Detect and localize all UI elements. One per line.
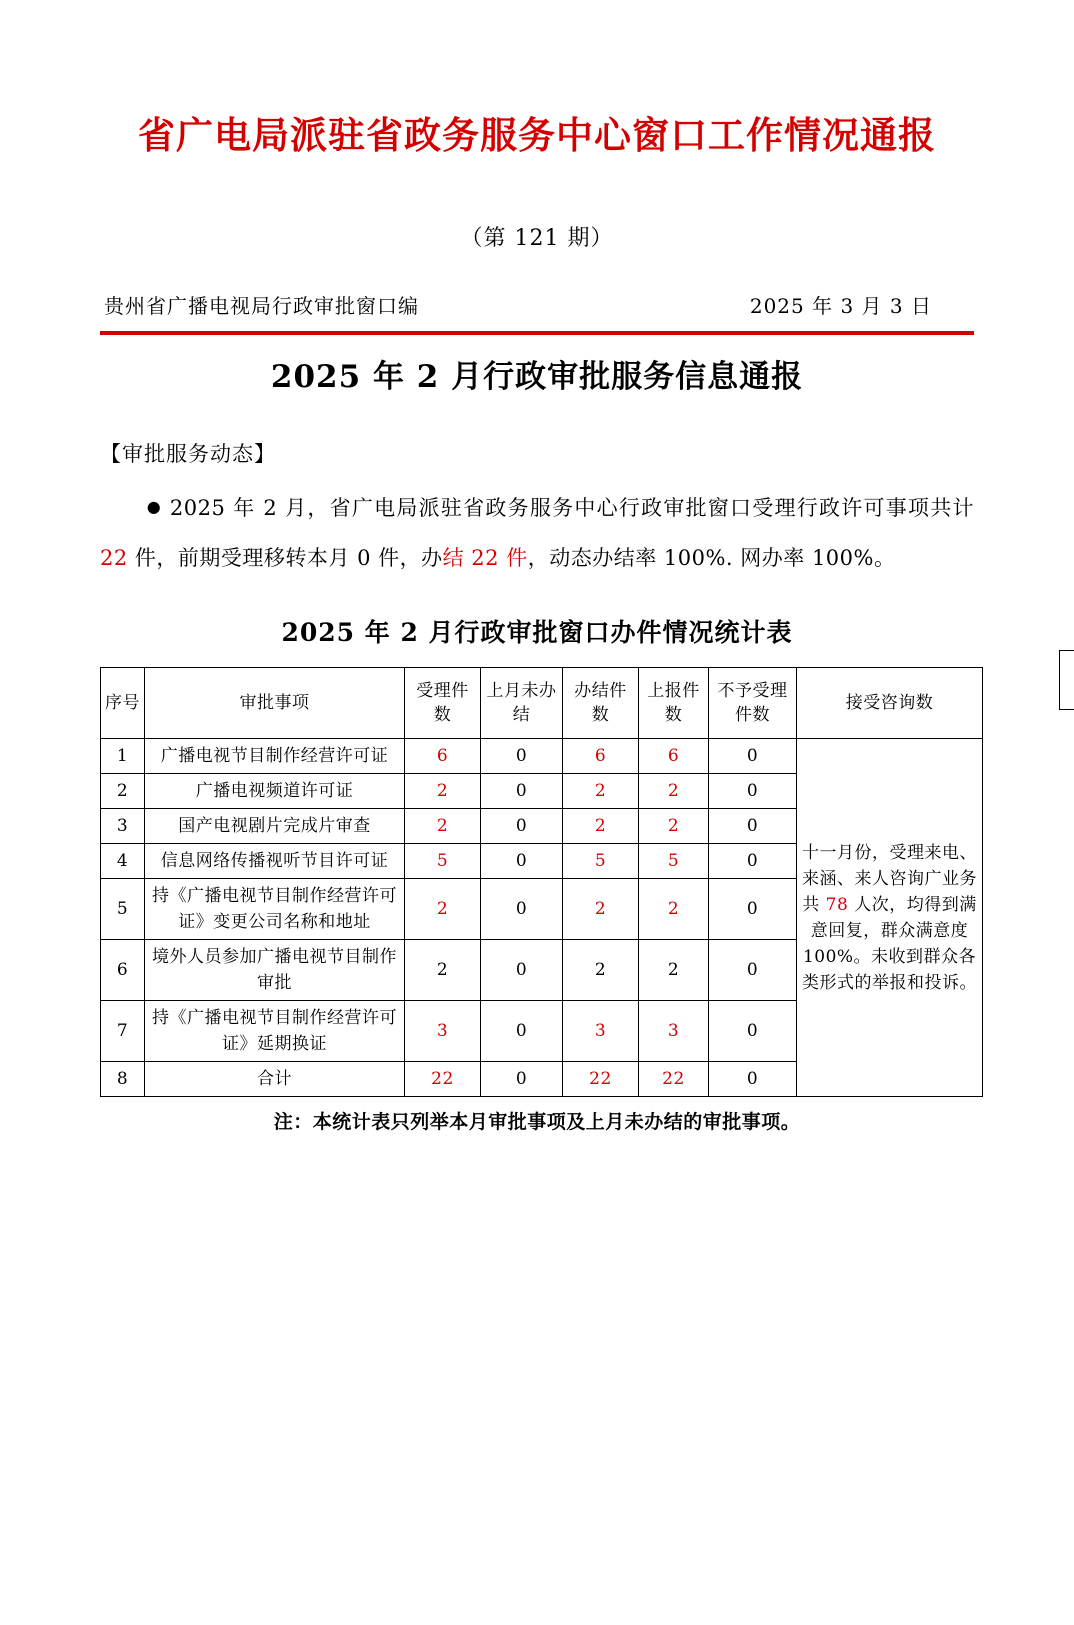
row-item: 持《广播电视节目制作经营许可证》延期换证 — [145, 1001, 405, 1062]
row-accepted: 2 — [405, 879, 481, 940]
row-index: 6 — [101, 940, 145, 1001]
row-item: 国产电视剧片完成片审查 — [145, 809, 405, 844]
row-reported: 2 — [639, 940, 709, 1001]
issue-number: （第 121 期） — [460, 226, 614, 251]
row-pending: 0 — [481, 879, 563, 940]
consult-part1: 十一月份，受理来电、来涵、来人咨询广业务共 — [802, 842, 977, 915]
row-index: 7 — [101, 1001, 145, 1062]
total-pending: 0 — [481, 1062, 563, 1097]
row-done: 5 — [563, 844, 639, 879]
row-reported: 2 — [639, 879, 709, 940]
table-title: 2025 年 2 月行政审批窗口办件情况统计表 — [281, 618, 793, 647]
header-reported: 上报件数 — [639, 668, 709, 739]
total-rejected: 0 — [709, 1062, 797, 1097]
header-done: 办结件数 — [563, 668, 639, 739]
total-accepted: 22 — [405, 1062, 481, 1097]
total-done: 22 — [563, 1062, 639, 1097]
table-header-row — [101, 668, 983, 739]
row-index: 2 — [101, 774, 145, 809]
row-item: 广播电视频道许可证 — [145, 774, 405, 809]
table-row — [101, 739, 983, 774]
document-page — [0, 105, 1074, 1625]
row-reported: 6 — [639, 739, 709, 774]
consult-count: 78 — [825, 894, 849, 915]
row-pending: 0 — [481, 940, 563, 1001]
header-pending: 上月未办结 — [481, 668, 563, 739]
row-done: 2 — [563, 879, 639, 940]
row-rejected: 0 — [709, 809, 797, 844]
byline-date: 2025 年 3 月 3 日 — [749, 294, 932, 318]
summary-text-part3: ，动态办结率 100%. 网办率 100%。 — [527, 546, 896, 570]
section-label-dynamics: 【审批服务动态】 — [100, 442, 276, 466]
row-index: 5 — [101, 879, 145, 940]
summary-text-part2: 件，前期受理移转本月 0 件，办 — [127, 546, 443, 570]
row-reported: 5 — [639, 844, 709, 879]
row-rejected: 0 — [709, 844, 797, 879]
row-index: 4 — [101, 844, 145, 879]
row-accepted: 5 — [405, 844, 481, 879]
header-rejected: 不予受理件数 — [709, 668, 797, 739]
row-item: 信息网络传播视听节目许可证 — [145, 844, 405, 879]
total-reported: 22 — [639, 1062, 709, 1097]
row-pending: 0 — [481, 1001, 563, 1062]
row-reported: 2 — [639, 774, 709, 809]
summary-paragraph — [100, 482, 974, 583]
document-title: 2025 年 2 月行政审批服务信息通报 — [270, 359, 804, 395]
page-edge-marker — [1059, 650, 1074, 710]
row-index: 1 — [101, 739, 145, 774]
row-reported: 3 — [639, 1001, 709, 1062]
row-accepted: 2 — [405, 809, 481, 844]
bullet-icon: ● — [146, 497, 162, 516]
row-accepted: 2 — [405, 940, 481, 1001]
row-done: 2 — [563, 940, 639, 1001]
row-item: 持《广播电视节目制作经营许可证》变更公司名称和地址 — [145, 879, 405, 940]
row-reported: 2 — [639, 809, 709, 844]
row-item: 广播电视节目制作经营许可证 — [145, 739, 405, 774]
row-done: 2 — [563, 809, 639, 844]
header-index: 序号 — [101, 668, 145, 739]
row-item-total: 合计 — [145, 1062, 405, 1097]
header-item: 审批事项 — [145, 668, 405, 739]
byline-publisher: 贵州省广播电视局行政审批窗口编 — [104, 294, 419, 318]
row-rejected: 0 — [709, 879, 797, 940]
row-index: 3 — [101, 809, 145, 844]
row-done: 3 — [563, 1001, 639, 1062]
header-consultations: 接受咨询数 — [797, 668, 983, 739]
masthead-title: 省广电局派驻省政务服务中心窗口工作情况通报 — [138, 113, 936, 157]
table-note: 注：本统计表只列举本月审批事项及上月未办结的审批事项。 — [273, 1111, 801, 1133]
row-accepted: 3 — [405, 1001, 481, 1062]
red-divider — [100, 331, 974, 335]
consultation-cell — [797, 739, 983, 1097]
row-rejected: 0 — [709, 774, 797, 809]
row-item: 境外人员参加广播电视节目制作审批 — [145, 940, 405, 1001]
header-accepted: 受理件数 — [405, 668, 481, 739]
row-rejected: 0 — [709, 940, 797, 1001]
row-pending: 0 — [481, 774, 563, 809]
row-done: 6 — [563, 739, 639, 774]
byline-row — [100, 290, 974, 319]
row-rejected: 0 — [709, 739, 797, 774]
row-pending: 0 — [481, 844, 563, 879]
row-index: 8 — [101, 1062, 145, 1097]
row-rejected: 0 — [709, 1001, 797, 1062]
summary-completed-count: 结 22 件 — [442, 546, 528, 570]
summary-accepted-count: 22 — [100, 546, 128, 570]
consult-part2: 人次，均得到满意回复，群众满意度 100%。未收到群众各类形式的举报和投诉。 — [802, 894, 977, 993]
row-accepted: 6 — [405, 739, 481, 774]
row-done: 2 — [563, 774, 639, 809]
summary-text-part1: 2025 年 2 月，省广电局派驻省政务服务中心行政审批窗口受理行政许可事项共计 — [169, 496, 974, 520]
row-pending: 0 — [481, 739, 563, 774]
row-pending: 0 — [481, 809, 563, 844]
row-accepted: 2 — [405, 774, 481, 809]
approval-stats-table — [100, 667, 983, 1097]
